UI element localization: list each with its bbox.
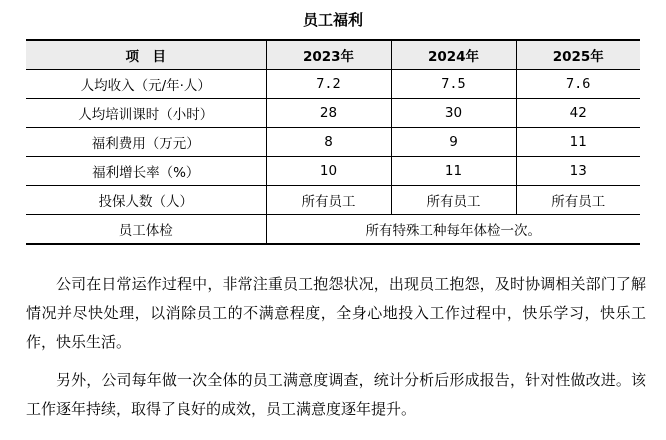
table-row <box>26 128 640 157</box>
row-label: 人均培训课时（小时） <box>26 99 266 128</box>
table-row <box>26 157 640 186</box>
cell-2023: 8 <box>266 128 391 157</box>
cell-2025: 42 <box>516 99 640 128</box>
header-item: 项 目 <box>26 40 266 70</box>
paragraph-complaints: 公司在日常运作过程中，非常注重员工抱怨状况，出现员工抱怨，及时协调相关部门了解情况并尽快处理，以消除员工的不满意程度，全身心地投入工作过程中，快乐学习，快乐工作，快乐生活。 <box>26 275 646 351</box>
header-2025: 2025年 <box>516 40 640 70</box>
table-row <box>26 215 640 245</box>
table-row <box>26 99 640 128</box>
cell-2023: 28 <box>266 99 391 128</box>
table-header-row <box>26 40 640 70</box>
cell-2025: 7.6 <box>516 70 640 99</box>
row-label: 投保人数（人） <box>26 186 266 215</box>
cell-2024: 9 <box>391 128 516 157</box>
merged-cell: 所有特殊工种每年体检一次。 <box>266 215 640 245</box>
cell-2023: 10 <box>266 157 391 186</box>
row-label: 员工体检 <box>26 215 266 245</box>
cell-2024: 30 <box>391 99 516 128</box>
cell-2023: 7.2 <box>266 70 391 99</box>
cell-2025: 11 <box>516 128 640 157</box>
cell-2025: 所有员工 <box>516 186 640 215</box>
benefits-table <box>26 39 640 245</box>
row-label: 福利费用（万元） <box>26 128 266 157</box>
table-row <box>26 70 640 99</box>
row-label: 人均收入（元/年·人） <box>26 70 266 99</box>
cell-2024: 11 <box>391 157 516 186</box>
cell-2023: 所有员工 <box>266 186 391 215</box>
header-2024: 2024年 <box>391 40 516 70</box>
cell-2024: 所有员工 <box>391 186 516 215</box>
cell-2024: 7.5 <box>391 70 516 99</box>
table-title: 员工福利 <box>302 11 363 29</box>
cell-2025: 13 <box>516 157 640 186</box>
row-label: 福利增长率（%） <box>26 157 266 186</box>
paragraph-survey: 另外，公司每年做一次全体的员工满意度调查，统计分析后形成报告，针对性做改进。该工作逐年持续，取得了良好的成效，员工满意度逐年提升。 <box>26 371 646 418</box>
table-row <box>26 186 640 215</box>
header-2023: 2023年 <box>266 40 391 70</box>
